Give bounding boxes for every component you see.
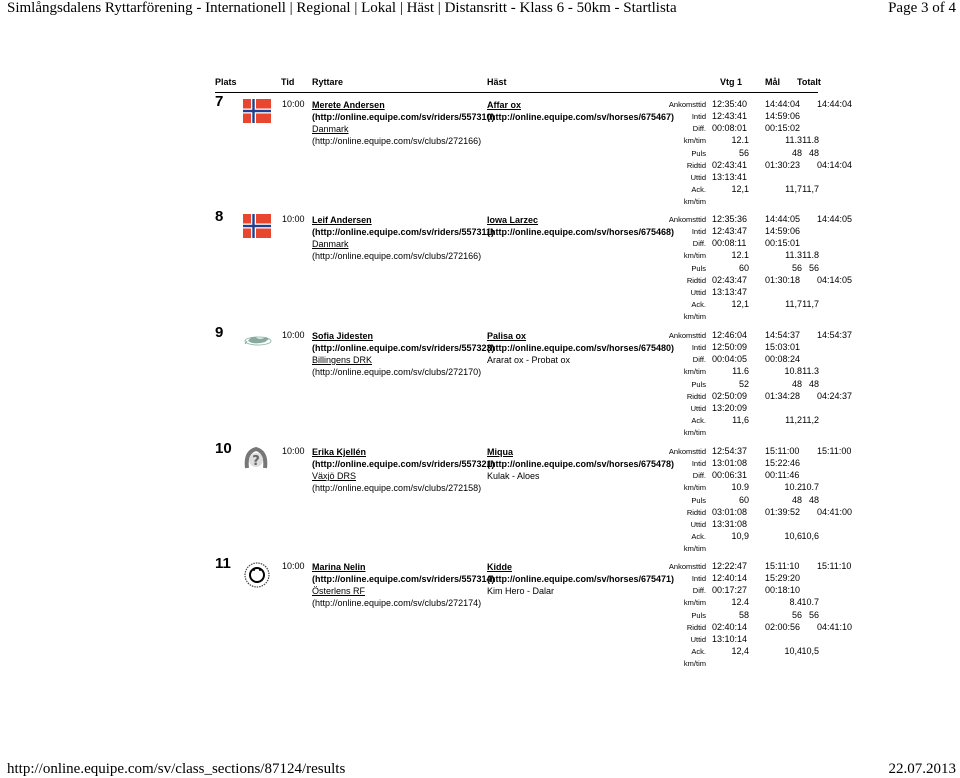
stat-label-uttid: Uttid <box>690 173 706 182</box>
horse-url[interactable]: (http://online.equipe.com/sv/horses/675471) <box>487 574 675 584</box>
stat-intid-col1: 12:40:14 <box>712 573 748 583</box>
stat-label-ack: Ack. <box>691 647 706 656</box>
header-totalt: Totalt <box>797 77 821 87</box>
stat-puls-col3: 48 <box>808 148 819 158</box>
stat-kmtim-col1: 11.6 <box>732 366 749 376</box>
stat-ack-col2: 11,7 <box>785 299 802 309</box>
stat-label-kmtim2: km/tim <box>683 312 706 321</box>
horse-pedigree: Kulak - Aloes <box>487 471 540 481</box>
stat-label-kmtim2: km/tim <box>683 197 706 206</box>
stat-label-ack: Ack. <box>691 532 706 541</box>
entry-start-time: 10:00 <box>282 446 305 456</box>
stat-ridtid-col1: 02:50:09 <box>712 391 748 401</box>
stat-ankomst-col3: 15:11:10 <box>817 561 852 571</box>
stat-label-kmtim: km/tim <box>683 251 706 260</box>
horse-pedigree: Kim Hero - Dalar <box>487 586 555 596</box>
stat-diff-col2: 00:11:46 <box>765 470 800 480</box>
stat-label-ack: Ack. <box>691 300 706 309</box>
stat-ankomst-col3: 14:44:04 <box>817 99 853 109</box>
stat-label-kmtim: km/tim <box>683 367 706 376</box>
stat-kmtim-col3: 11.8 <box>802 250 819 260</box>
stat-diff-col1: 00:04:05 <box>712 354 748 364</box>
stat-ack-col3: 11,7 <box>802 184 819 194</box>
stat-ack-col3: 11,2 <box>802 415 819 425</box>
stat-puls-col2: 48 <box>791 379 802 389</box>
stats-block <box>0 99 960 209</box>
stat-kmtim-col3: 11.3 <box>802 366 819 376</box>
stat-intid-col1: 12:43:47 <box>712 226 748 236</box>
header-hast: Häst <box>487 77 507 87</box>
entry-8 <box>0 208 960 330</box>
stat-kmtim-col2: 10.2 <box>784 482 802 492</box>
stat-label-ankomst: Ankomsttid <box>668 447 706 456</box>
entry-start-time: 10:00 <box>282 214 305 224</box>
stat-ridtid-col1: 02:40:14 <box>712 622 748 632</box>
stat-ridtid-col2: 01:34:28 <box>765 391 801 401</box>
stat-diff-col1: 00:08:01 <box>712 123 748 133</box>
stat-label-intid: Intid <box>691 227 706 236</box>
stat-diff-col2: 00:18:10 <box>765 585 801 595</box>
stat-kmtim-col2: 11.3 <box>785 135 802 145</box>
stat-ankomst-col2: 15:11:00 <box>765 446 800 456</box>
stat-ankomst-col2: 14:44:05 <box>765 214 801 224</box>
stat-ack-col1: 11,6 <box>732 415 749 425</box>
stat-label-uttid: Uttid <box>690 635 706 644</box>
stat-label-intid: Intid <box>691 112 706 121</box>
club-url[interactable]: (http://online.equipe.com/sv/clubs/272158) <box>312 483 482 493</box>
stat-kmtim-col1: 10.9 <box>731 482 749 492</box>
footer-date: 22.07.2013 <box>888 761 956 777</box>
stat-ack-col1: 12,1 <box>731 299 749 309</box>
header-mal: Mål <box>765 77 781 87</box>
stat-puls-col2: 48 <box>791 495 802 505</box>
entry-plats: 9 <box>215 324 224 341</box>
horse-name-link[interactable]: Palisa ox <box>487 331 527 341</box>
stat-label-puls: Puls <box>691 149 706 158</box>
stat-label-ridtid: Ridtid <box>686 392 706 401</box>
club-link[interactable]: Billingens DRK <box>312 355 373 365</box>
stat-puls-col3: 48 <box>808 495 819 505</box>
stat-ankomst-col3: 14:44:05 <box>817 214 853 224</box>
entry-plats: 10 <box>215 440 232 457</box>
entry-10 <box>0 440 960 562</box>
stat-kmtim-col2: 10.8 <box>784 366 802 376</box>
stat-uttid-col1: 13:31:08 <box>712 519 748 529</box>
header-divider <box>215 92 818 93</box>
header-plats: Plats <box>215 77 237 87</box>
stat-ack-col1: 12,4 <box>731 646 749 656</box>
stat-ankomst-col3: 14:54:37 <box>817 330 853 340</box>
stat-kmtim-col2: 8.4 <box>789 597 802 607</box>
stat-ridtid-col3: 04:24:37 <box>817 391 853 401</box>
stat-puls-col3: 48 <box>808 379 819 389</box>
stat-diff-col1: 00:06:31 <box>712 470 748 480</box>
stat-intid-col2: 14:59:06 <box>765 226 801 236</box>
stat-intid-col1: 12:50:09 <box>712 342 748 352</box>
stat-label-ridtid: Ridtid <box>686 161 706 170</box>
stat-ack-col3: 11,7 <box>802 299 819 309</box>
stat-label-puls: Puls <box>691 611 706 620</box>
stat-intid-col1: 12:43:41 <box>712 111 748 121</box>
stat-label-diff: Diff. <box>692 239 706 248</box>
stat-kmtim-col2: 11.3 <box>785 250 802 260</box>
stat-intid-col2: 15:29:20 <box>765 573 801 583</box>
stat-puls-col1: 60 <box>738 495 749 505</box>
horse-url[interactable]: (http://online.equipe.com/sv/horses/675480) <box>487 343 675 353</box>
stat-ack-col1: 12,1 <box>731 184 749 194</box>
club-url[interactable]: (http://online.equipe.com/sv/clubs/272174) <box>312 598 482 608</box>
stat-ridtid-col2: 01:30:18 <box>765 275 801 285</box>
stat-label-puls: Puls <box>691 380 706 389</box>
stat-ridtid-col3: 04:41:10 <box>817 622 853 632</box>
horse-url[interactable]: (http://online.equipe.com/sv/horses/675467) <box>487 112 675 122</box>
stat-label-uttid: Uttid <box>690 288 706 297</box>
stat-uttid-col1: 13:10:14 <box>712 634 748 644</box>
stat-label-kmtim: km/tim <box>683 483 706 492</box>
stat-ack-col3: 10,6 <box>801 531 819 541</box>
stat-label-ridtid: Ridtid <box>686 623 706 632</box>
stat-label-ankomst: Ankomsttid <box>668 215 706 224</box>
entry-7 <box>0 93 960 215</box>
stat-uttid-col1: 13:20:09 <box>712 403 748 413</box>
stat-ankomst-col1: 12:54:37 <box>712 446 748 456</box>
entry-plats: 8 <box>215 208 224 225</box>
stat-ridtid-col1: 02:43:47 <box>712 275 748 285</box>
stat-label-kmtim: km/tim <box>683 136 706 145</box>
entry-start-time: 10:00 <box>282 330 305 340</box>
stat-label-kmtim2: km/tim <box>683 544 706 553</box>
stat-ankomst-col2: 15:11:10 <box>765 561 800 571</box>
horse-name-link[interactable]: Affar ox <box>487 100 522 110</box>
stat-ack-col2: 11,2 <box>785 415 802 425</box>
rider-url[interactable]: (http://online.equipe.com/sv/riders/557323) <box>312 343 495 353</box>
rider-name-link[interactable]: Erika Kjellén <box>312 447 367 457</box>
rider-name-link[interactable]: Marina Nelin <box>312 562 366 572</box>
horse-url[interactable]: (http://online.equipe.com/sv/horses/675478) <box>487 459 675 469</box>
stat-diff-col2: 00:15:01 <box>765 238 801 248</box>
stat-ankomst-col1: 12:46:04 <box>712 330 748 340</box>
club-link[interactable]: Danmark <box>312 239 349 249</box>
stat-ack-col3: 10,5 <box>801 646 819 656</box>
entry-plats: 7 <box>215 93 224 110</box>
stat-ankomst-col1: 12:22:47 <box>712 561 748 571</box>
stat-kmtim-col3: 10.7 <box>801 482 819 492</box>
stat-ridtid-col1: 02:43:41 <box>712 160 748 170</box>
club-link[interactable]: Österlens RF <box>312 586 366 596</box>
stat-puls-col1: 58 <box>738 610 749 620</box>
stat-kmtim-col1: 12.1 <box>731 135 749 145</box>
header-tid: Tid <box>281 77 295 87</box>
stat-puls-col1: 52 <box>738 379 749 389</box>
horse-url[interactable]: (http://online.equipe.com/sv/horses/675468) <box>487 227 675 237</box>
header-vtg: Vtg 1 <box>720 77 743 87</box>
stat-ridtid-col3: 04:14:05 <box>817 275 853 285</box>
stat-uttid-col1: 13:13:41 <box>712 172 748 182</box>
rider-name-link[interactable]: Merete Andersen <box>312 100 385 110</box>
stat-label-ridtid: Ridtid <box>686 508 706 517</box>
stat-label-ankomst: Ankomsttid <box>668 331 706 340</box>
entry-start-time: 10:00 <box>282 561 305 571</box>
stat-ankomst-col1: 12:35:40 <box>712 99 748 109</box>
stat-label-intid: Intid <box>691 343 706 352</box>
stat-puls-col2: 56 <box>791 610 802 620</box>
stat-diff-col2: 00:08:24 <box>765 354 801 364</box>
stat-ankomst-col2: 14:44:04 <box>765 99 801 109</box>
stat-label-diff: Diff. <box>692 471 706 480</box>
stat-label-uttid: Uttid <box>690 404 706 413</box>
stat-intid-col2: 14:59:06 <box>765 111 801 121</box>
entry-plats: 11 <box>215 555 231 572</box>
stat-ack-col2: 11,7 <box>785 184 802 194</box>
rider-url[interactable]: (http://online.equipe.com/sv/riders/557310) <box>312 112 495 122</box>
stat-puls-col1: 60 <box>738 263 749 273</box>
stat-label-puls: Puls <box>691 264 706 273</box>
stat-label-kmtim2: km/tim <box>683 428 706 437</box>
stat-label-intid: Intid <box>691 459 706 468</box>
stat-ack-col2: 10,4 <box>784 646 802 656</box>
stat-ankomst-col3: 15:11:00 <box>817 446 852 456</box>
club-link[interactable]: Danmark <box>312 124 349 134</box>
club-url[interactable]: (http://online.equipe.com/sv/clubs/272170) <box>312 367 482 377</box>
stats-block <box>0 561 960 671</box>
stat-diff-col1: 00:17:27 <box>712 585 748 595</box>
stat-label-intid: Intid <box>691 574 706 583</box>
stat-ridtid-col2: 02:00:56 <box>765 622 801 632</box>
stat-ridtid-col3: 04:41:00 <box>817 507 853 517</box>
stat-label-diff: Diff. <box>692 355 706 364</box>
stats-block <box>0 214 960 324</box>
stat-label-puls: Puls <box>691 496 706 505</box>
stat-label-diff: Diff. <box>692 586 706 595</box>
header-ryttare: Ryttare <box>312 77 344 87</box>
club-link[interactable]: Växjö DRS <box>312 471 357 481</box>
stat-intid-col2: 15:03:01 <box>765 342 801 352</box>
rider-url[interactable]: (http://online.equipe.com/sv/riders/557321) <box>312 459 495 469</box>
rider-name-link[interactable]: Sofia Jidesten <box>312 331 374 341</box>
stat-puls-col2: 48 <box>791 148 802 158</box>
stat-ankomst-col2: 14:54:37 <box>765 330 801 340</box>
stat-label-ridtid: Ridtid <box>686 276 706 285</box>
stat-puls-col3: 56 <box>808 610 819 620</box>
svg-text:?: ? <box>252 454 260 469</box>
stat-kmtim-col3: 11.8 <box>802 135 819 145</box>
club-url[interactable]: (http://online.equipe.com/sv/clubs/272166) <box>312 136 482 146</box>
horse-name-link[interactable]: Kidde <box>487 562 513 572</box>
stat-label-ankomst: Ankomsttid <box>668 100 706 109</box>
stat-label-kmtim: km/tim <box>683 598 706 607</box>
stat-ridtid-col2: 01:39:52 <box>765 507 801 517</box>
stat-kmtim-col1: 12.1 <box>731 250 749 260</box>
stat-label-ack: Ack. <box>691 185 706 194</box>
footer-url: http://online.equipe.com/sv/class_sections/87124/results <box>7 761 346 777</box>
rider-url[interactable]: (http://online.equipe.com/sv/riders/557314) <box>312 574 495 584</box>
stat-label-diff: Diff. <box>692 124 706 133</box>
stat-ridtid-col3: 04:14:04 <box>817 160 853 170</box>
document-title: Simlångsdalens Ryttarförening - Internationell | Regional | Lokal | Häst | Distansritt - Klass 6 - 50km - Startlista <box>7 0 677 16</box>
stat-label-kmtim2: km/tim <box>683 659 706 668</box>
entry-start-time: 10:00 <box>282 99 305 109</box>
stat-label-ack: Ack. <box>691 416 706 425</box>
stat-kmtim-col1: 12.4 <box>731 597 749 607</box>
horse-pedigree: Ararat ox - Probat ox <box>487 355 571 365</box>
stat-ridtid-col2: 01:30:23 <box>765 160 801 170</box>
entry-11 <box>0 555 960 677</box>
stat-puls-col1: 56 <box>738 148 749 158</box>
horse-name-link[interactable]: Miqua <box>487 447 513 457</box>
stat-puls-col3: 56 <box>808 263 819 273</box>
page-number: Page 3 of 4 <box>888 0 956 16</box>
stat-puls-col2: 56 <box>791 263 802 273</box>
horse-name-link[interactable]: Iowa Larzec <box>487 215 539 225</box>
stat-kmtim-col3: 10.7 <box>801 597 819 607</box>
club-url[interactable]: (http://online.equipe.com/sv/clubs/272166) <box>312 251 482 261</box>
stat-uttid-col1: 13:13:47 <box>712 287 748 297</box>
stats-block <box>0 330 960 440</box>
stat-diff-col2: 00:15:02 <box>765 123 801 133</box>
stat-label-uttid: Uttid <box>690 520 706 529</box>
stat-ankomst-col1: 12:35:36 <box>712 214 748 224</box>
stat-ack-col1: 10,9 <box>731 531 749 541</box>
stat-intid-col2: 15:22:46 <box>765 458 801 468</box>
rider-url[interactable]: (http://online.equipe.com/sv/riders/557311) <box>312 227 495 237</box>
entry-9 <box>0 324 960 446</box>
stat-intid-col1: 13:01:08 <box>712 458 748 468</box>
stats-block <box>0 446 960 556</box>
stat-label-ankomst: Ankomsttid <box>668 562 706 571</box>
stat-diff-col1: 00:08:11 <box>712 238 747 248</box>
stat-ack-col2: 10,6 <box>784 531 802 541</box>
stat-ridtid-col1: 03:01:08 <box>712 507 748 517</box>
rider-name-link[interactable]: Leif Andersen <box>312 215 372 225</box>
